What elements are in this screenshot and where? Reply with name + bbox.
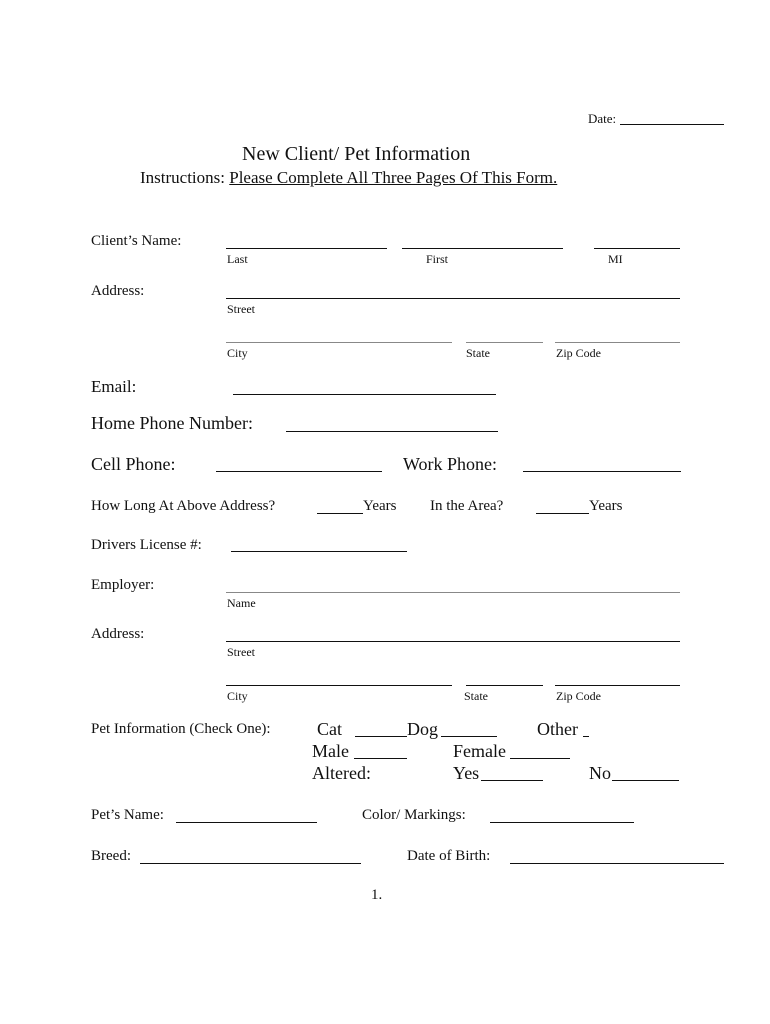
pet-name-field[interactable]: [176, 822, 317, 823]
street-field[interactable]: [226, 298, 680, 299]
drivers-license-field[interactable]: [231, 551, 407, 552]
employer-city-sublabel: City: [227, 689, 248, 703]
instructions-text: Please Complete All Three Pages Of This Form.: [229, 168, 558, 187]
in-area-label: In the Area?: [430, 498, 504, 514]
dog-label: Dog: [407, 719, 438, 739]
color-label: Color/ Markings:: [362, 807, 466, 823]
employer-street-field[interactable]: [226, 641, 680, 642]
cell-phone-field[interactable]: [216, 471, 382, 472]
cell-phone-label: Cell Phone:: [91, 454, 176, 474]
no-checkbox[interactable]: [612, 780, 679, 781]
female-checkbox[interactable]: [510, 758, 570, 759]
zip-sublabel: Zip Code: [556, 346, 601, 360]
work-phone-label: Work Phone:: [403, 454, 498, 474]
yes-label: Yes: [453, 763, 480, 783]
other-label: Other: [537, 719, 578, 739]
drivers-license-label: Drivers License #:: [91, 537, 202, 553]
cat-label: Cat: [317, 719, 342, 739]
employer-address-label: Address:: [91, 626, 145, 642]
first-sublabel: First: [426, 252, 449, 266]
dob-field[interactable]: [510, 863, 724, 864]
page-number: 1.: [371, 887, 383, 903]
years-label-2: Years: [589, 498, 623, 514]
female-label: Female: [453, 741, 506, 761]
pet-check-label: Pet Information (Check One):: [91, 721, 271, 737]
male-checkbox[interactable]: [354, 758, 407, 759]
page-title: New Client/ Pet Information: [242, 143, 471, 165]
client-name-label: Client’s Name:: [91, 233, 182, 249]
state-field[interactable]: [466, 342, 543, 343]
home-phone-field[interactable]: [286, 431, 498, 432]
employer-label: Employer:: [91, 577, 155, 593]
date-label: Date:: [588, 111, 617, 126]
employer-state-sublabel: State: [464, 689, 488, 703]
male-label: Male: [312, 741, 349, 761]
instructions: [140, 168, 557, 188]
first-name-field[interactable]: [402, 248, 563, 249]
altered-label: Altered:: [312, 763, 371, 783]
employer-zip-field[interactable]: [555, 685, 680, 686]
employer-street-sublabel: Street: [227, 645, 255, 659]
yes-checkbox[interactable]: [481, 780, 543, 781]
employer-name-field[interactable]: [226, 592, 680, 593]
dog-checkbox[interactable]: [441, 736, 497, 737]
no-label: No: [589, 763, 611, 783]
city-field[interactable]: [226, 342, 452, 343]
state-sublabel: State: [466, 346, 490, 360]
breed-label: Breed:: [91, 848, 131, 864]
last-name-field[interactable]: [226, 248, 387, 249]
other-checkbox[interactable]: [583, 736, 589, 737]
employer-state-field[interactable]: [466, 685, 543, 686]
street-sublabel: Street: [227, 302, 255, 316]
home-phone-label: Home Phone Number:: [91, 413, 253, 433]
mi-field[interactable]: [594, 248, 680, 249]
cat-checkbox[interactable]: [355, 736, 407, 737]
city-sublabel: City: [227, 346, 248, 360]
work-phone-field[interactable]: [523, 471, 681, 472]
email-field[interactable]: [233, 394, 496, 395]
years-area-field[interactable]: [536, 513, 589, 514]
employer-city-field[interactable]: [226, 685, 452, 686]
how-long-label: How Long At Above Address?: [91, 498, 276, 514]
address-label: Address:: [91, 283, 145, 299]
mi-sublabel: MI: [608, 252, 623, 266]
email-label: Email:: [91, 377, 137, 396]
dob-label: Date of Birth:: [407, 848, 491, 864]
instructions-label: Instructions:: [140, 168, 225, 187]
zip-field[interactable]: [555, 342, 680, 343]
breed-field[interactable]: [140, 863, 361, 864]
years-label-1: Years: [363, 498, 397, 514]
employer-name-sublabel: Name: [227, 596, 256, 610]
pet-name-label: Pet’s Name:: [91, 807, 164, 823]
color-field[interactable]: [490, 822, 634, 823]
employer-zip-sublabel: Zip Code: [556, 689, 601, 703]
years-address-field[interactable]: [317, 513, 363, 514]
date-field[interactable]: [620, 124, 724, 125]
last-sublabel: Last: [227, 252, 248, 266]
